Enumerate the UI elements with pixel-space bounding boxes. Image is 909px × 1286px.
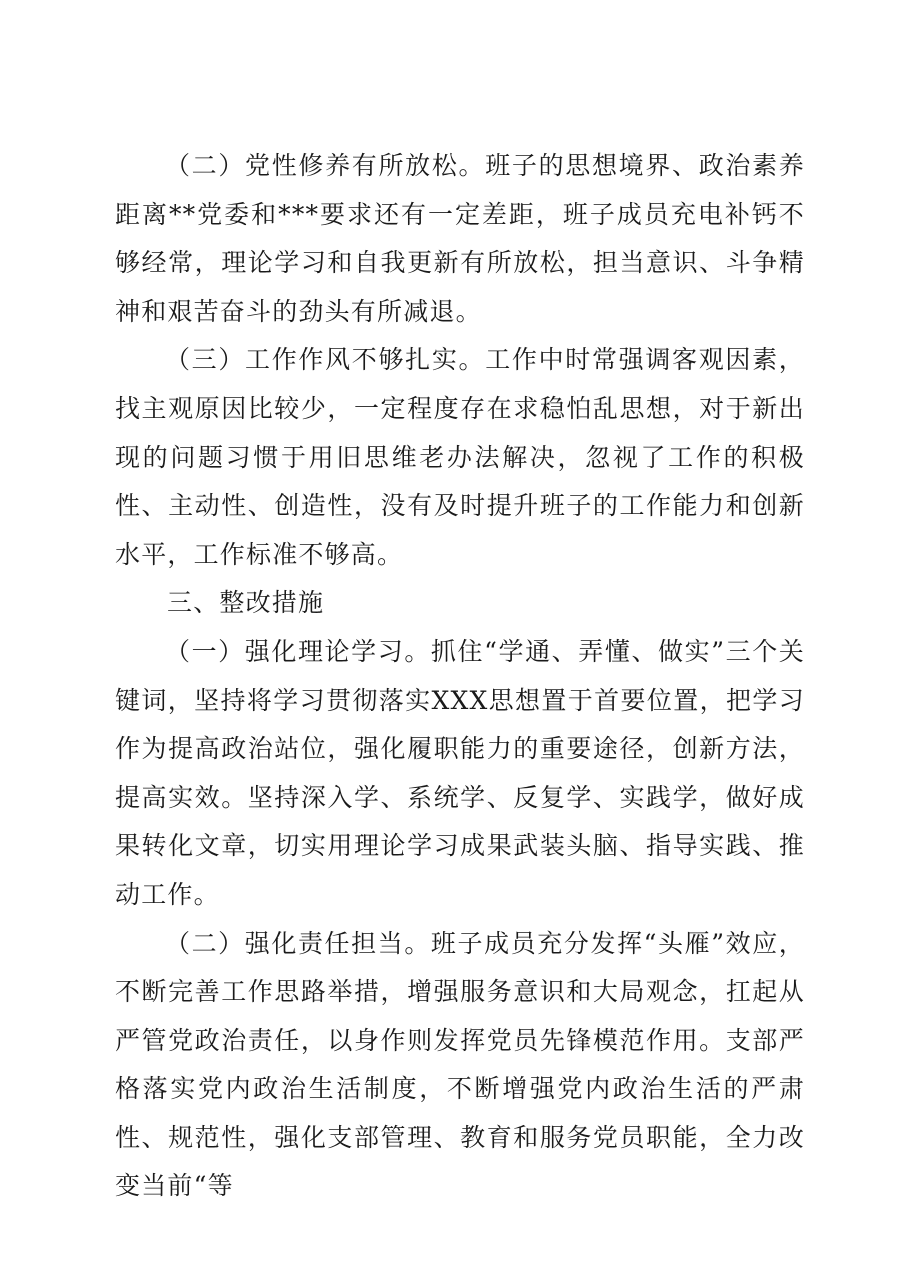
paragraph-work-style: （三）工作作风不够扎实。工作中时常强调客观因素，找主观原因比较少，一定程度存在求稳怕乱思想，对于新出现的问题习惯于用旧思维老办法解决，忽视了工作的积极性、主动性、创造性，没有及时提升班子的工作能力和创新水平，工作标准不够高。 [115, 345, 805, 569]
paragraph-theory-study: （一）强化理论学习。抓住“学通、弄懂、做实”三个关键词，坚持将学习贯彻落实XXX思想置于首要位置，把学习作为提高政治站位，强化履职能力的重要途径，创新方法，提高实效。坚持深入学、系统学、反复学、实践学，做好成果转化文章，切实用理论学习成果武装头脑、指导实践、推动工作。 [115, 636, 805, 909]
document-body [115, 142, 805, 1211]
paragraph-party-spirit: （二）党性修养有所放松。班子的思想境界、政治素养距离**党委和***要求还有一定差距，班子成员充电补钙不够经常，理论学习和自我更新有所放松，担当意识、斗争精神和艰苦奋斗的劲头有所减退。 [115, 151, 805, 326]
section-heading-rectification: 三、整改措施 [167, 588, 325, 618]
paragraph-responsibility: （二）强化责任担当。班子成员充分发挥“头雁”效应，不断完善工作思路举措，增强服务意识和大局观念，扛起从严管党政治责任，以身作则发挥党员先锋模范作用。支部严格落实党内政治生活制度，不断增强党内政治生活的严肃性、规范性，强化支部管理、教育和服务党员职能，全力改变当前“等 [115, 928, 805, 1201]
